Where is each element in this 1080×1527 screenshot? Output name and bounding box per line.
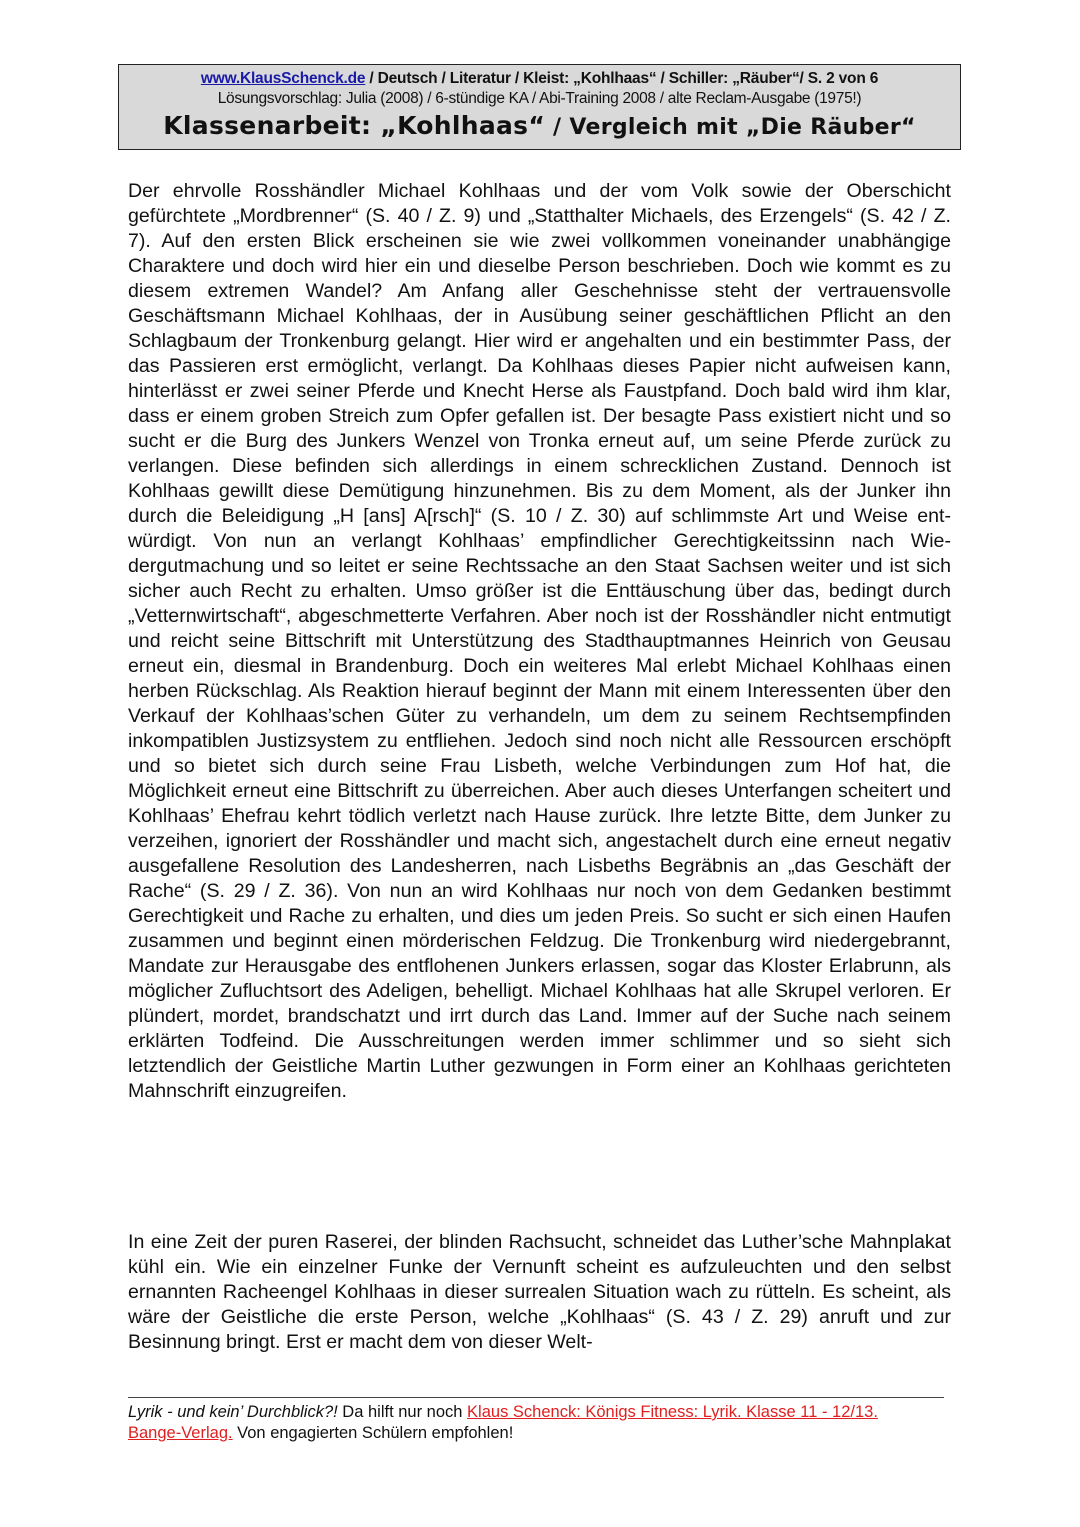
header-subtitle: Lösungsvorschlag: Julia (2008) / 6-stündige KA / Abi-Training 2008 / alte Reclam-Ausgabe (1975!) — [217, 90, 862, 107]
footer-divider — [128, 1397, 944, 1398]
footer-book-link[interactable]: Klaus Schenck: Königs Fitness: Lyrik. Klasse 11 - 12/13. Bange-Verlag. — [128, 1403, 878, 1442]
body-paragraph-2: In eine Zeit der puren Raserei, der blinden Rachsucht, schneidet das Luther’sche Mahnplakat kühl ein. Wie ein einzelner Funke der Vernunft scheint es aufzuleuchten und den selbst ernannten Racheengel Kohlhaas in dieser surrealen Situation wach zu rütteln. Es scheint, als wäre der Geistliche die erste Person, welche „Kohlhaas“ (S. 43 / Z. 29) anruft und zur Besinnung bringt. Erst er macht dem von dieser Welt- — [128, 1231, 951, 1353]
site-link[interactable]: www.KlausSchenck.de — [200, 70, 366, 87]
footer-text: Da hilft nur noch — [337, 1403, 468, 1421]
title-main: Klassenarbeit: „Kohlhaas“ — [163, 111, 546, 140]
footer-outro: Von engagierten Schülern empfohlen! — [232, 1424, 514, 1442]
header-breadcrumb-line — [119, 70, 960, 88]
footer-intro: Lyrik - und kein’ Durchblick?! — [128, 1403, 338, 1421]
page-title — [119, 111, 960, 140]
footer — [128, 1402, 928, 1444]
title-sub: / Vergleich mit „Die Räuber“ — [545, 115, 916, 140]
body-paragraph-1: Der ehrvolle Rosshändler Michael Kohlhaas und der vom Volk sowie der Oberschicht gefürchtete „Mordbrenner“ (S. 40 / Z. 9) und „Statthalter Michaels, des Erzengels“ (S. 42 / Z. 7). Auf den ersten Blick erscheinen sie wie zwei vollkommen voneinander unabhängige Charaktere und doch wird hier ein und dieselbe Person beschrieben. Doch wie kommt es zu diesem extremen Wandel? Am Anfang aller Geschehnisse steht der vertrauensvolle Geschäftsmann Michael Kohlhaas, der in Ausübung seiner geschäftlichen Pflicht an den Schlagbaum der Tronkenburg gelangt. Hier wird er angehalten und ein bestimmter Pass, der das Passieren erst ermöglicht, verlangt. Da Kohlhaas dieses Papier nicht aufweisen kann, hinterlässt er zwei seiner Pferde und Knecht Herse als Faustpfand. Doch bald wird ihm klar, dass er einem groben Streich zum Opfer gefallen ist. Der besagte Pass existiert nicht und so sucht er die Burg des Junkers Wenzel von Tronka erneut auf, um seine Pferde zurück zu verlangen. Diese befinden sich allerdings in einem schrecklichen Zustand. Dennoch ist Kohlhaas gewillt diese Demütigung hinzunehmen. Bis zu dem Moment, als der Junker ihn durch die Beleidigung „H [ans] A[rsch]“ (S. 10 / Z. 30) auf schlimmste Art und Weise entwürdigt. Von nun an verlangt Kohlhaas’ empfindlicher Gerechtigkeitssinn nach Wiedergutmachung und so leitet er seine Rechtssache an den Staat Sachsen weiter und ist sich sicher auch Recht zu erhalten. Umso größer ist die Enttäuschung über das, bedingt durch „Vetternwirtschaft“, abgeschmetterte Verfahren. Aber noch ist der Rosshändler nicht entmutigt und reicht seine Bittschrift mit Unterstützung des Stadthauptmannes Heinrich von Geusau erneut ein, diesmal in Brandenburg. Doch ein weiteres Mal erlebt Michael Kohlhaas einen herben Rückschlag. Als Reaktion hierauf beginnt der Mann mit einem Interessenten über den Verkauf der Kohlhaas’schen Güter zu verhandeln, um dem zu seinem Rechtsempfinden inkompatiblen Justizsystem zu entfliehen. Jedoch sind noch nicht alle Ressourcen erschöpft und so bietet sich durch seine Frau Lisbeth, welche Verbindungen zum Hof hat, die Möglichkeit erneut eine Bittschrift zu überreichen. Aber auch dieses Unterfangen scheitert und Kohlhaas’ Ehefrau kehrt tödlich verletzt nach Hause zurück. Ihre letzte Bitte, dem Junker zu verzeihen, ignoriert der Rosshändler und macht sich, angestachelt durch eine erneut negativ ausgefallene Resolution des Landesherren, nach Lisbeths Begräbnis an „das Geschäft der Rache“ (S. 29 / Z. 36). Von nun an wird Kohlhaas nur noch von dem Gedanken bestimmt Gerechtigkeit und Rache zu erhalten, und dies um jeden Preis. So sucht er sich einen Haufen zusammen und beginnt einen mörderischen Feldzug. Die Tronkenburg wird niedergebrannt, Mandate zur Herausgabe des entflohenen Junkers erlassen, sogar das Kloster Erlabrunn, als möglicher Zufluchtsort des Adeligen, behelligt. Michael Kohlhaas hat alle Skrupel verloren. Er plündert, mordet, brandschatzt und irrt durch das Land. Immer auf der Suche nach seinem erklärten Todfeind. Die Ausschreitungen werden immer schlimmer und so sieht sich letztendlich der Geistliche Martin Luther gezwungen in Form einer an Kohlhaas gerichteten Mahnschrift einzugreifen. — [128, 180, 951, 1102]
page-header — [118, 64, 961, 150]
breadcrumb: / Deutsch / Literatur / Kleist: „Kohlhaas“ / Schiller: „Räuber“/ S. 2 von 6 — [365, 70, 879, 87]
